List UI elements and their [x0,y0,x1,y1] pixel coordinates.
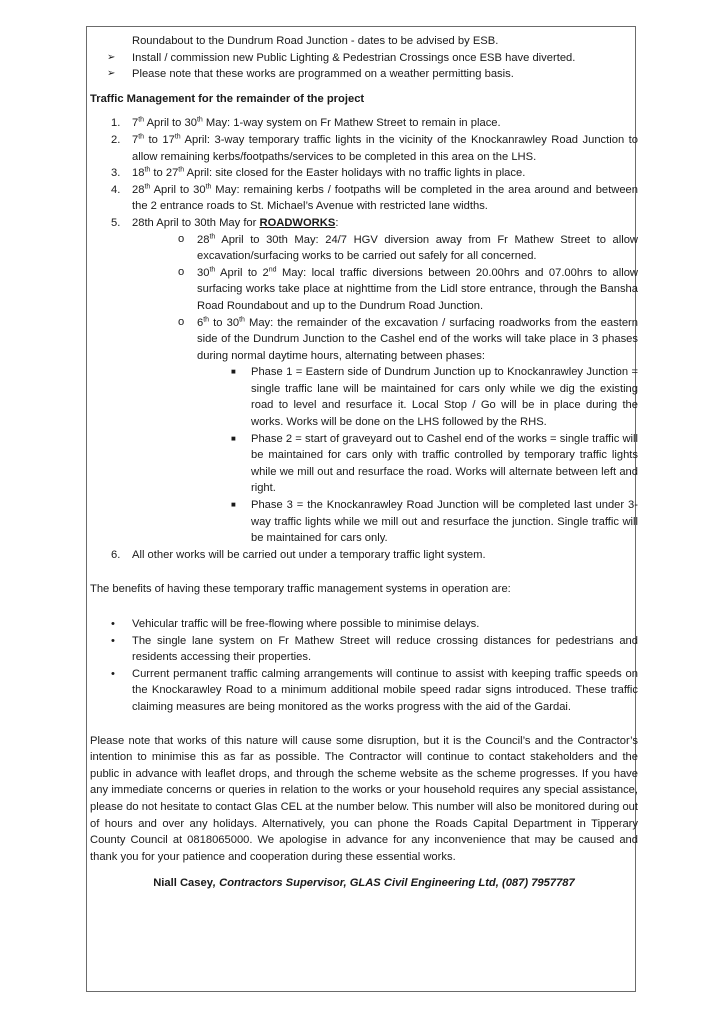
dot-bullet-icon: • [111,618,115,630]
arrow-bullet-icon: ➢ [107,51,116,63]
top-bullet-list [90,50,638,83]
plan-item-1: 1. 7th April to 30th May: 1-way system on Fr Mathew Street to remain in place. [111,116,501,130]
roadworks-subitem: o 30th April to 2nd May: local traffic diversions between 20.00hrs and 07.00hrs to allow surfacing works take place at nighttime from the Lidl store entrance, through the Bansha Road Roundabout and up to the Dundrum Road Junction. [178,265,639,312]
square-bullet-icon: ■ [231,367,236,377]
section-heading: Traffic Management for the remainder of the project [90,92,365,105]
phase-item: ■ Phase 3 = the Knockanrawley Road Junction will be completed last under 3-way traffic lights while we mill out and resurface the junction. Single traffic will be maintained for cars only. [231,499,638,545]
benefits-intro: The benefits of having these temporary traffic management systems in operation are: [90,583,511,596]
roadworks-subitem: o 6th to 30th May: the remainder of the excavation / surfacing roadworks from the eastern side of the Dundrum Junction to the Cashel end of the works will take place in 3 phases during normal daytime hours, alternating between phases: [178,315,638,362]
top-bullet-item: ➢ Please note that these works are programmed on a weather permitting basis. [90,66,638,83]
plan-item-3: 3. 18th to 27th April: site closed for the Easter holidays with no traffic lights in place. [111,166,526,180]
benefits-list [90,616,638,716]
arrow-bullet-icon: ➢ [107,68,116,80]
circle-bullet-icon: o [178,315,185,328]
square-bullet-icon: ■ [231,433,236,443]
dot-bullet-icon: • [111,634,115,647]
roadworks-subitem: o 28th April to 30th May: 24/7 HGV diversion away from Fr Mathew Street to allow excavation/surfacing works to be carried out safely for all concerned. [178,232,638,263]
roadworks-sublist [132,232,638,365]
closing-paragraph: Please note that works of this nature will cause some disruption, but it is the Council’s and the Contractor’s intention to minimise this as far as possible. The Contractor will continue to contact stakeholders and the public in advance with leaflet drops, and through the scheme website as the scheme progresses. If you have any immediate concerns or queries in relation to the works or your household requires any special assistance, please do not hesitate to contact Glas CEL at the number below. This number will also be monitored during out of hours and over any holidays. Alternatively, you can phone the Roads Capital Department in Tipperary County Council at 0818065000. We apologise in advance for any inconvenience that may be caused and thank you for your patience and cooperation during these essential works. [90,734,638,863]
phase-item: ■ Phase 1 = Eastern side of Dundrum Junction up to Knockanrawley Junction = single traffic lane will be maintained for cars only while we dig the existing road to level and resurface it. Local Stop / Go will be in place during the works. Works will be done on the LHS followed by the RHS. [231,366,638,429]
signatory-role: , Contractors Supervisor, GLAS Civil Engineering Ltd, (087) 7957787 [212,877,575,890]
benefit-item: • The single lane system on Fr Mathew Street will reduce crossing distances for pedestrians and residents accessing their properties. [111,634,638,664]
signature-line [90,875,638,892]
continued-text: Roundabout to the Dundrum Road Junction - dates to be advised by ESB. [132,35,499,47]
benefit-item: • Vehicular traffic will be free-flowing where possible to minimise delays. [90,616,638,633]
plan-item-6: 6. All other works will be carried out under a temporary traffic light system. [111,548,486,561]
benefit-item: • Current permanent traffic calming arrangements will continue to assist with keeping traffic speeds on the Knockarawley Road to a minimum additional mobile speed radar signs introduced. These traffic claiming measures are being monitored as the works progress with the aid of the Gardai. [111,667,638,713]
plan-item-5: 5. 28th April to 30th May for ROADWORKS: o 28th April to 30th May: 24/7 HGV diversion away from Fr Mathew Street to allow excavation/surfacing works to be carried out safely for all concerned. o 30th April to 2nd May: local traffic diversions between 20.00hrs and 07.00hrs to allow surfacing works take place at nighttime from the Lidl store entrance, through the Bansha Road Roundabout and up to the Dundrum Road Junction. o 6th to 30th May: the remainder of the excavation / surfacing roadworks from the eastern side of the Dundrum Junction to the Cashel end of the works will take place in 3 phases during normal daytime hours, alternating between phases: ■ Phase 1 = Eastern side of Dundrum Junction up to Knockanrawley Junction = single traffic lane will be maintained for cars only while we dig the existing road to level and resurface it. Local Stop / Go will be in place during the works. Works will be done on the LHS followed by the RHS. ■ Phase 2 = start of graveyard out to Cashel end of the works = single traffic will be maintained for cars only with traffic controlled by temporary traffic lights while we mill out and resurface the road. Works will alternate between left and right. ■ Phase 3 = the Knockanrawley Road Junction will be completed last under 3-way traffic lights while we mill out and resurface the junction. Single traffic will be maintained for cars only. [90,215,638,547]
signatory-name: Niall Casey [153,877,213,890]
circle-bullet-icon: o [178,232,185,245]
traffic-plan-list [90,115,638,563]
dot-bullet-icon: • [111,667,115,680]
roadworks-label: ROADWORKS [259,216,336,229]
plan-item-4: 4. 28th April to 30th May: remaining kerbs / footpaths will be completed in the area around and between the 2 entrance roads to St. Michael’s Avenue with restricted lane widths. [111,183,638,213]
square-bullet-icon: ■ [231,500,236,510]
phase-item: ■ Phase 2 = start of graveyard out to Cashel end of the works = single traffic will be maintained for cars only with traffic controlled by temporary traffic lights while we mill out and resurface the road. Works will alternate between left and right. [231,432,638,495]
document-body [90,33,638,892]
plan-item-2: 2. 7th to 17th April: 3-way temporary traffic lights in the vicinity of the Knockanrawley Road Junction to allow remaining kerbs/footpaths/services to be completed in this area on the LHS. [111,133,638,163]
circle-bullet-icon: o [178,265,185,278]
phase-list [132,364,638,547]
top-bullet-item: ➢ Install / commission new Public Lighting & Pedestrian Crossings once ESB have diverted. [90,50,638,67]
